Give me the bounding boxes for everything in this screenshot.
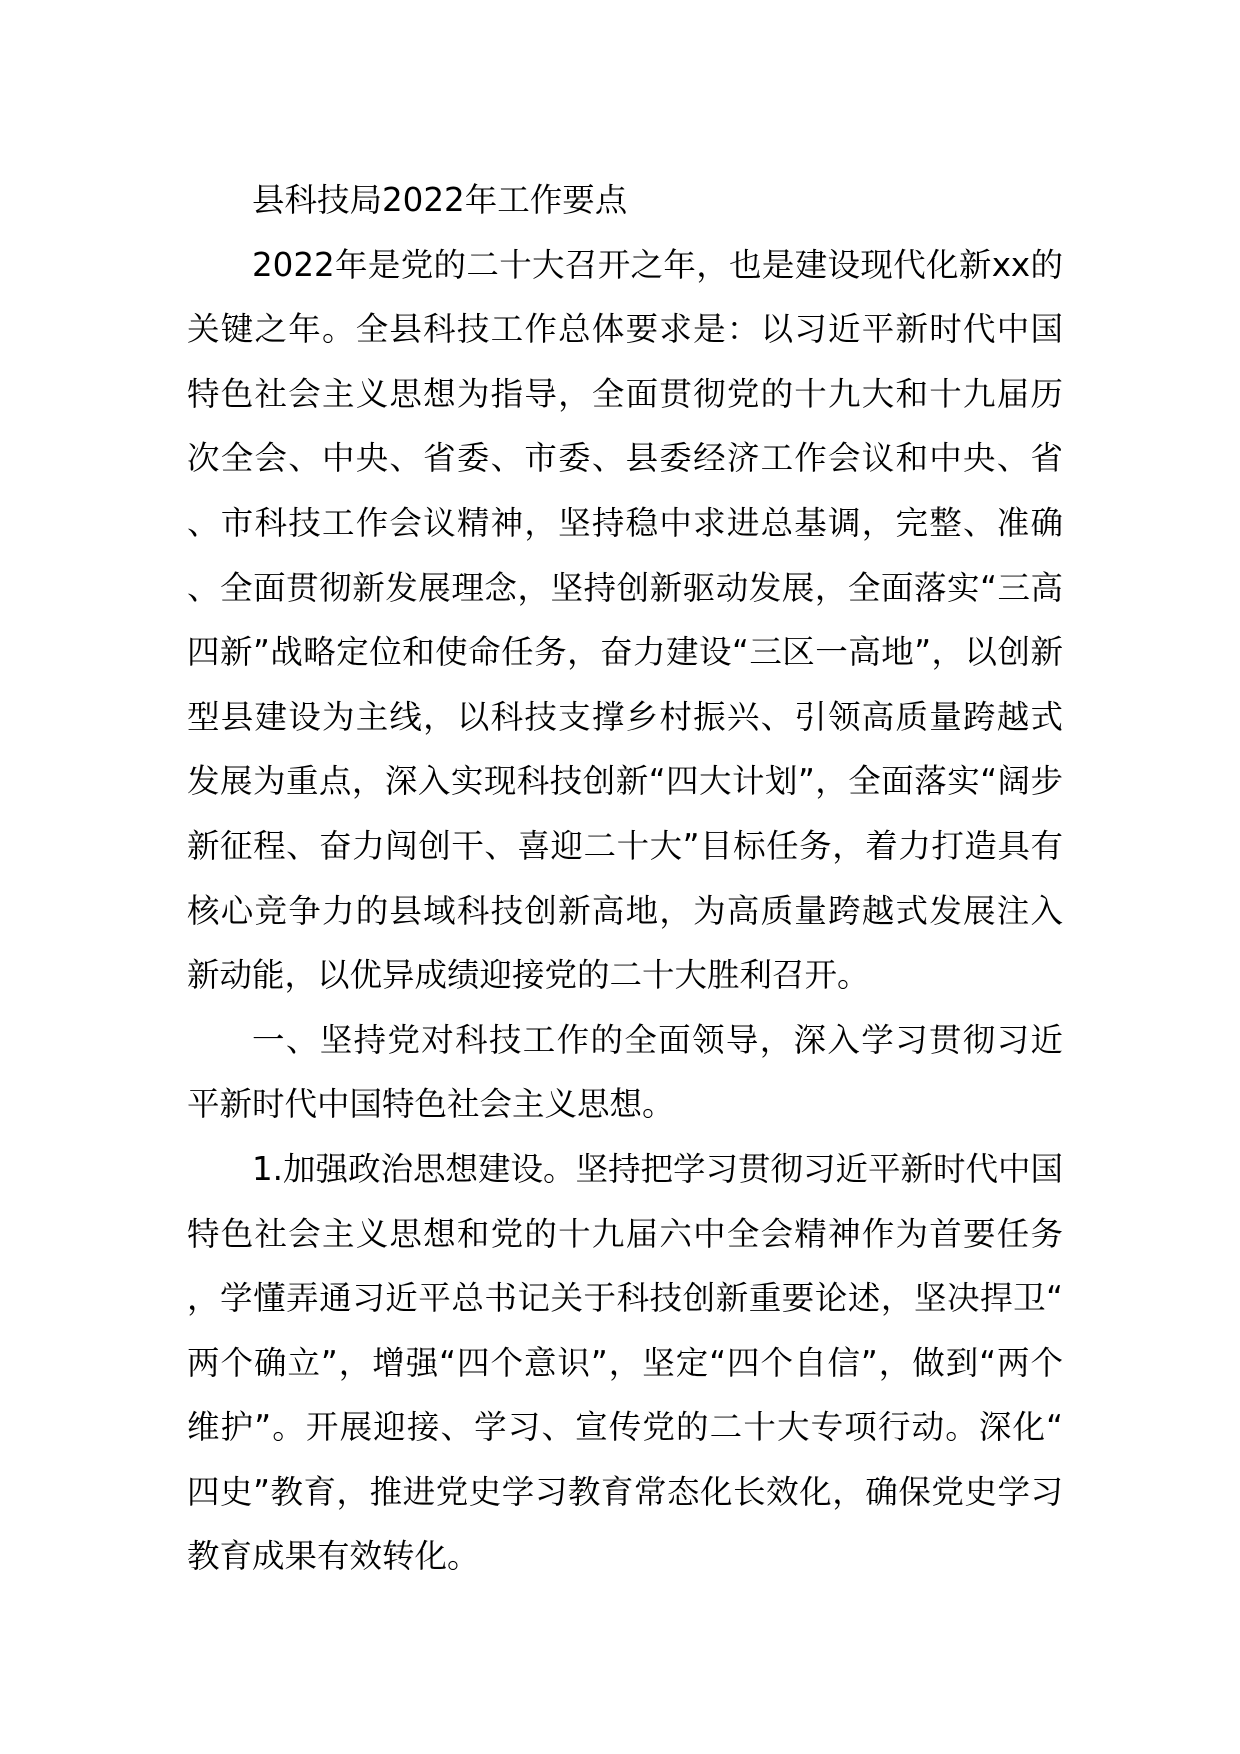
section-heading-1: 一、坚持党对科技工作的全面领导，深入学习贯彻习近平新时代中国特色社会主义思想。 <box>187 1020 1063 1124</box>
document-title: 县科技局2022年工作要点 <box>252 181 628 219</box>
paragraph-intro: 2022年是党的二十大召开之年，也是建设现代化新xx的关键之年。全县科技工作总体要求是：以习近平新时代中国特色社会主义思想为指导，全面贯彻党的十九大和十九届历次全会、中央、省委、市委、县委经济工作会议和中央、省、市科技工作会议精神，坚持稳中求进总基调，完整、准确、全面贯彻新发展理念，坚持创新驱动发展，全面落实“三高四新”战略定位和使命任务，奋力建设“三区一高地”，以创新型县建设为主线，以科技支撑乡村振兴、引领高质量跨越式发展为重点，深入实现科技创新“四大计划”，全面落实“阔步新征程、奋力闯创干、喜迎二十大”目标任务，着力打造具有核心竞争力的县域科技创新高地，为高质量跨越式发展注入新动能，以优异成绩迎接党的二十大胜利召开。 <box>187 245 1063 995</box>
paragraph-item-1: 1.加强政治思想建设。坚持把学习贯彻习近平新时代中国特色社会主义思想和党的十九届六中全会精神作为首要任务，学懂弄通习近平总书记关于科技创新重要论述，坚决捍卫“两个确立”，增强“四个意识”，坚定“四个自信”，做到“两个维护”。开展迎接、学习、宣传党的二十大专项行动。深化“四史”教育，推进党史学习教育常态化长效化，确保党史学习教育成果有效转化。 <box>187 1149 1064 1576</box>
document-body <box>187 168 1063 1589</box>
